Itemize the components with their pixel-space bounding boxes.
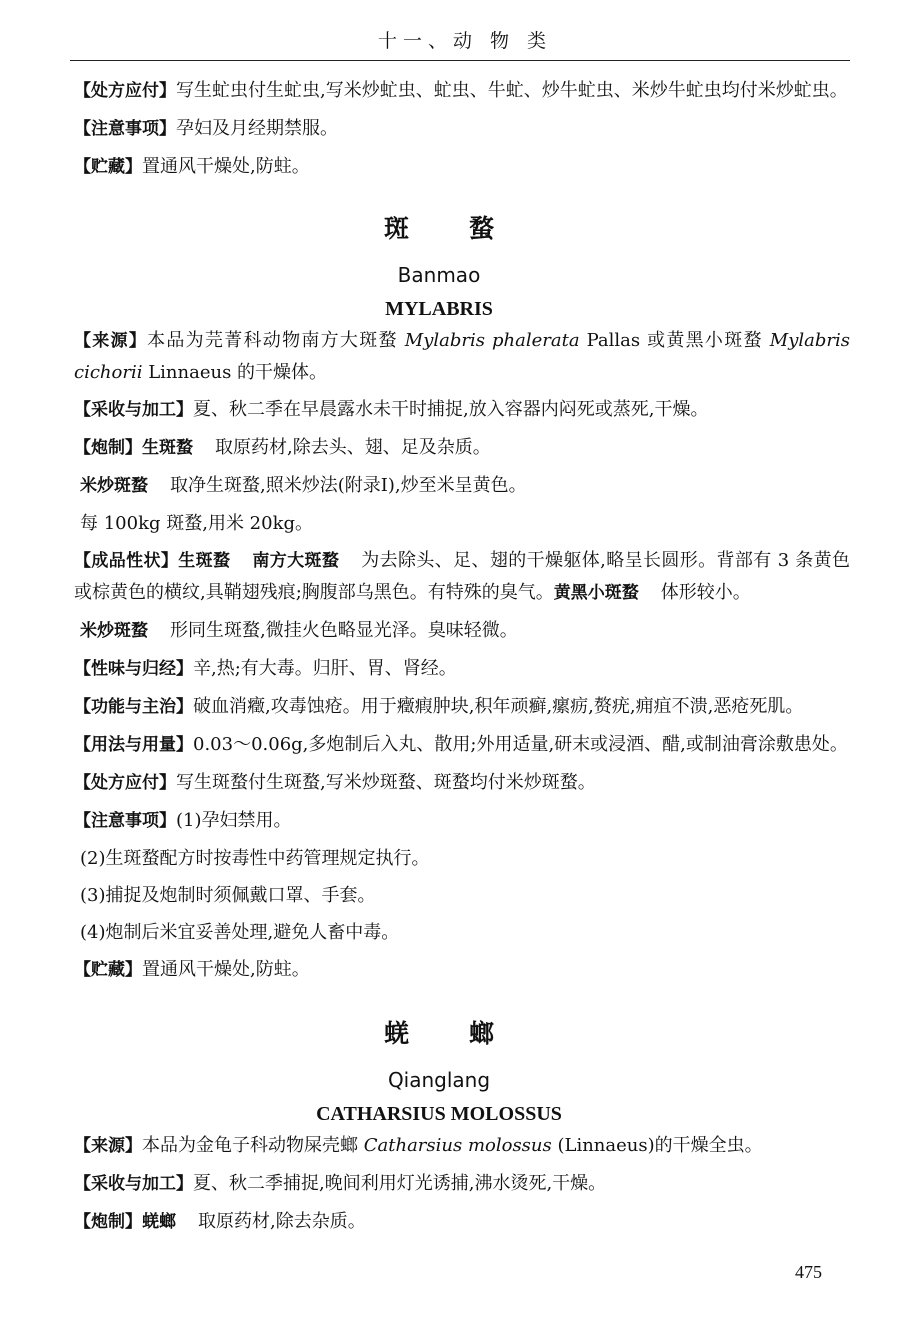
note-item-paragraph [28, 880, 850, 911]
section-label: 【用法与用量】 [74, 735, 193, 755]
section-text: 取原药材,除去头、翅、足及杂质。 [215, 437, 491, 458]
species-name: Mylabris cichorii [74, 330, 850, 383]
sub-term: 米炒斑蝥 [80, 621, 148, 641]
section-label: 【来源】 [74, 1136, 142, 1156]
processing-paragraph [28, 432, 850, 464]
section-text: 夏、秋二季在早晨露水未干时捕捉,放入容器内闷死或蒸死,干燥。 [193, 399, 709, 420]
sub-term: 黄黑小斑蝥 [553, 583, 639, 603]
section-label: 【性味与归经】 [74, 659, 193, 679]
note-item: (2)生斑蝥配方时按毒性中药管理规定执行。 [80, 848, 430, 869]
section-text: 置通风干燥处,防蛀。 [142, 156, 310, 177]
section-text: Linnaeus 的干燥体。 [142, 362, 328, 383]
processing-paragraph [28, 1206, 850, 1238]
prev-prescription-paragraph [28, 75, 850, 107]
entry-title-pinyin: Qianglang [387, 1068, 491, 1092]
running-header: 十一、动 物 类 [377, 30, 553, 52]
section-text: 夏、秋二季捕捉,晚间利用灯光诱捕,沸水烫死,干燥。 [193, 1173, 607, 1194]
prev-storage-paragraph [28, 151, 850, 183]
section-text: 每 100kg 斑蝥,用米 20kg。 [80, 513, 314, 534]
section-text: 0.03～0.06g,多炮制后入丸、散用;外用适量,研末或浸酒、醋,或制油膏涂敷患处。 [193, 734, 848, 755]
entry-title-latin: MYLABRIS [385, 298, 493, 320]
section-label: 【采收与加工】 [74, 400, 193, 420]
section-text: 辛,热;有大毒。归肝、胃、肾经。 [193, 658, 457, 679]
entry-title-chinese: 斑蝥 [383, 214, 554, 243]
entry-title-latin: CATHARSIUS MOLOSSUS [316, 1103, 562, 1125]
section-label: 【注意事项】 [74, 119, 176, 139]
sub-term: 生斑蝥 [178, 551, 231, 571]
section-text: 破血消癥,攻毒蚀疮。用于癥瘕肿块,积年顽癣,瘰疬,赘疣,痈疽不溃,恶疮死肌。 [193, 696, 804, 717]
function-paragraph [28, 691, 850, 723]
sub-term: 生斑蝥 [142, 438, 193, 458]
sub-term: 蜣螂 [142, 1212, 176, 1232]
section-text: 孕妇及月经期禁服。 [176, 118, 338, 139]
section-label: 【采收与加工】 [74, 1174, 193, 1194]
section-text: 写生虻虫付生虻虫,写米炒虻虫、虻虫、牛虻、炒牛虻虫、米炒牛虻虫均付米炒虻虫。 [176, 80, 848, 101]
processing-sub-paragraph [28, 470, 850, 502]
section-label: 【贮藏】 [74, 157, 142, 177]
section-text: 为去除头、足、翅的干燥躯体,略呈长圆形。背部有 3 条黄色或棕黄色的横纹,具鞘翅残痕;胸腹部乌黑色。有特殊的臭气。 [74, 550, 850, 603]
section-label: 【来源】 [74, 331, 148, 351]
entry-title-chinese: 蜣螂 [383, 1019, 554, 1048]
nature-paragraph [28, 653, 850, 685]
collection-paragraph [28, 1168, 850, 1200]
page-number: 475 [795, 1262, 822, 1282]
section-label: 【处方应付】 [74, 81, 176, 101]
note-item: (1)孕妇禁用。 [176, 810, 292, 831]
section-label: 【处方应付】 [74, 773, 176, 793]
section-label: 【功能与主治】 [74, 697, 193, 717]
section-label: 【炮制】 [74, 1212, 142, 1232]
source-paragraph [28, 1130, 850, 1162]
section-label: 【炮制】 [74, 438, 142, 458]
source-paragraph [28, 325, 850, 388]
species-name: Catharsius molossus [363, 1135, 552, 1156]
section-text: 体形较小。 [660, 582, 751, 603]
header-rule [70, 60, 850, 61]
section-text: Pallas 或黄黑小斑蝥 [579, 330, 770, 351]
sub-term: 米炒斑蝥 [80, 476, 148, 496]
properties-paragraph [28, 545, 850, 609]
usage-paragraph [28, 729, 850, 761]
section-text: 形同生斑蝥,微挂火色略显光泽。臭味轻微。 [170, 620, 518, 641]
section-text: 置通风干燥处,防蛀。 [142, 959, 310, 980]
properties-sub-paragraph [28, 615, 850, 647]
prev-notes-paragraph [28, 113, 850, 145]
note-item-paragraph [28, 843, 850, 874]
sub-term: 南方大斑蝥 [252, 551, 340, 571]
entry-title-pinyin: Banmao [397, 263, 481, 287]
prescription-paragraph [28, 767, 850, 799]
species-name: Mylabris phalerata [404, 330, 580, 351]
section-label: 【贮藏】 [74, 960, 142, 980]
note-item-paragraph [28, 917, 850, 948]
page-content [28, 75, 850, 1238]
storage-paragraph [28, 954, 850, 986]
note-item: (4)炮制后米宜妥善处理,避免人畜中毒。 [80, 922, 400, 943]
section-text: (Linnaeus)的干燥全虫。 [551, 1135, 763, 1156]
section-text: 取原药材,除去杂质。 [198, 1211, 366, 1232]
section-text: 本品为金龟子科动物屎壳螂 [142, 1135, 364, 1156]
collection-paragraph [28, 394, 850, 426]
notes-paragraph [28, 805, 850, 837]
section-text: 写生斑蝥付生斑蝥,写米炒斑蝥、斑蝥均付米炒斑蝥。 [176, 772, 596, 793]
section-label: 【注意事项】 [74, 811, 176, 831]
section-label: 【成品性状】 [74, 551, 179, 571]
note-item: (3)捕捉及炮制时须佩戴口罩、手套。 [80, 885, 376, 906]
processing-ratio-paragraph [28, 508, 850, 539]
section-text: 本品为芫菁科动物南方大斑蝥 [147, 330, 405, 351]
section-text: 取净生斑蝥,照米炒法(附录Ⅰ),炒至米呈黄色。 [170, 475, 527, 496]
